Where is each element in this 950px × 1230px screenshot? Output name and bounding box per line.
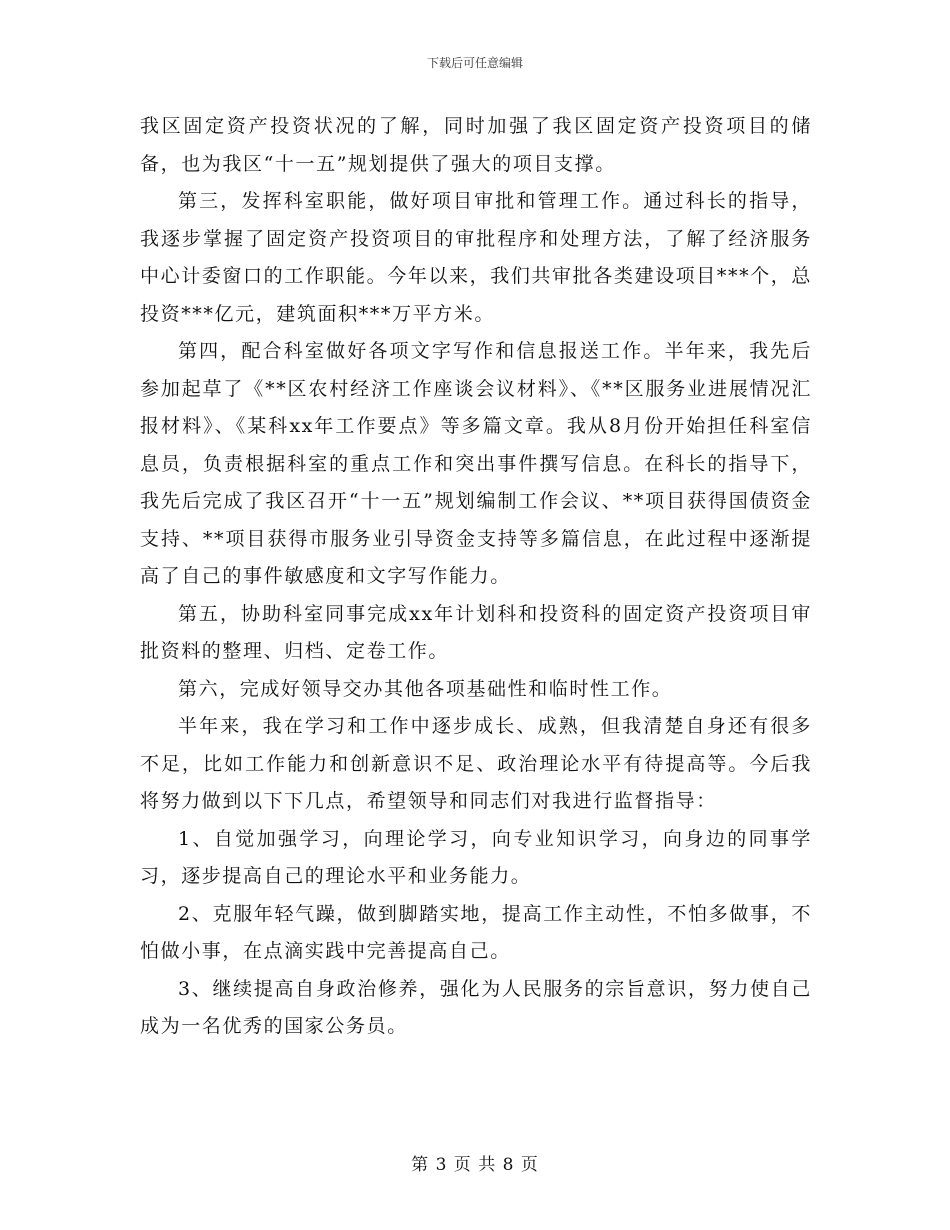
- page-footer: 第 3 页 共 8 页: [411, 1155, 539, 1175]
- paragraph: 第六，完成好领导交办其他各项基础性和临时性工作。: [178, 677, 673, 700]
- paragraph: 第五，协助科室同事完成xx年计划科和投资科的固定资产投资项目审批资料的整理、归档、定卷工作。: [140, 602, 812, 662]
- body-text: [140, 108, 812, 1046]
- paragraph: 我区固定资产投资状况的了解，同时加强了我区固定资产投资项目的储备，也为我区“十一五”规划提供了强大的项目支撑。: [140, 115, 812, 175]
- paragraph: 第三，发挥科室职能，做好项目审批和管理工作。通过科长的指导，我逐步掌握了固定资产投资项目的审批程序和处理方法，了解了经济服务中心计委窗口的工作职能。今年以来，我们共审批各类建设项目***个，总投资***亿元，建筑面积***万平方米。: [140, 190, 812, 325]
- header-note: 下载后可任意编辑: [426, 56, 523, 70]
- paragraph: 3、继续提高自身政治修养，强化为人民服务的宗旨意识，努力使自己成为一名优秀的国家公务员。: [140, 977, 812, 1037]
- paragraph: 半年来，我在学习和工作中逐步成长、成熟，但我清楚自身还有很多不足，比如工作能力和创新意识不足、政治理论水平有待提高等。今后我将努力做到以下下几点，希望领导和同志们对我进行监督指导：: [140, 715, 812, 812]
- paragraph: 1、自觉加强学习，向理论学习，向专业知识学习，向身边的同事学习，逐步提高自己的理论水平和业务能力。: [140, 827, 812, 887]
- paragraph: 第四，配合科室做好各项文字写作和信息报送工作。半年来，我先后参加起草了《**区农村经济工作座谈会议材料》、《**区服务业进展情况汇报材料》、《某科xx年工作要点》等多篇文章。我从8月份开始担任科室信息员，负责根据科室的重点工作和突出事件撰写信息。在科长的指导下，我先后完成了我区召开“十一五”规划编制工作会议、**项目获得国债资金支持、**项目获得市服务业引导资金支持等多篇信息，在此过程中逐渐提高了自己的事件敏感度和文字写作能力。: [140, 340, 812, 587]
- paragraph: 2、克服年轻气躁，做到脚踏实地，提高工作主动性，不怕多做事，不怕做小事，在点滴实践中完善提高自己。: [140, 902, 812, 962]
